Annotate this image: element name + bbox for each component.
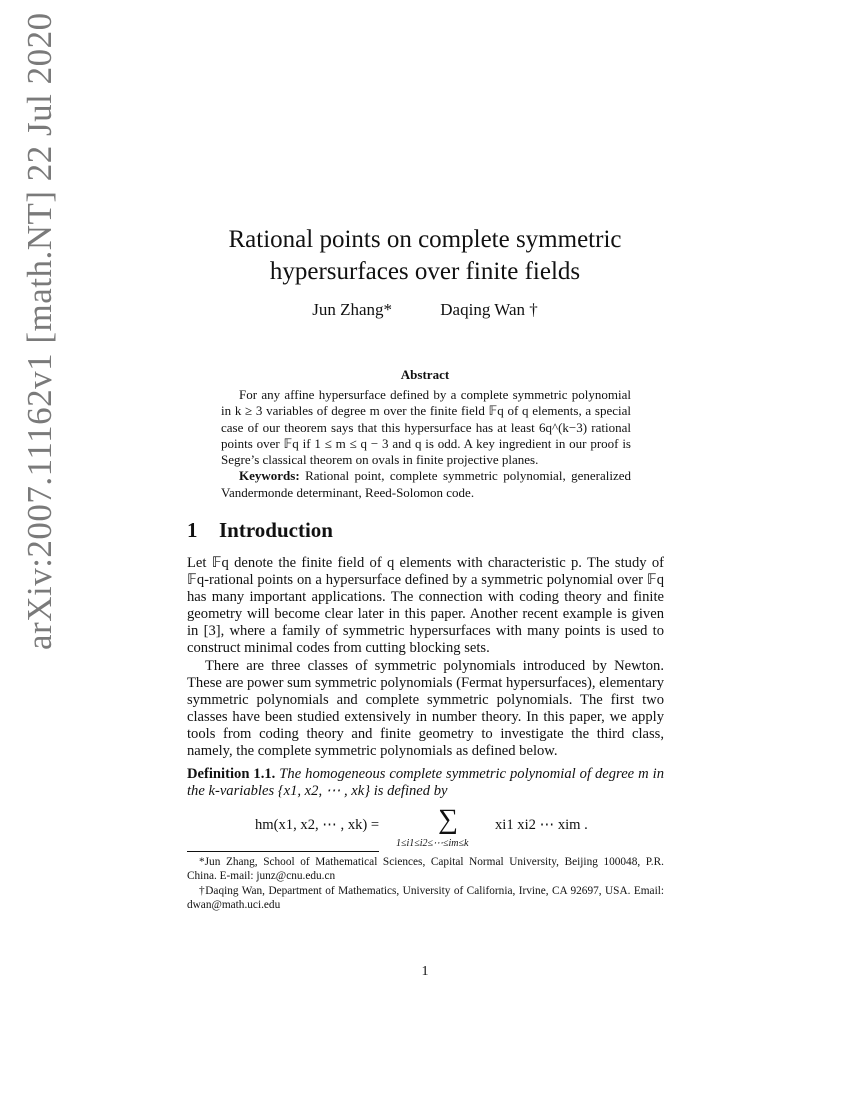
definition-label: Definition 1.1.	[187, 766, 276, 782]
author-2: Daqing Wan †	[440, 300, 538, 319]
abstract-text: For any affine hypersurface defined by a complete symmetric polynomial in k ≥ 3 variables of degree m over the finite field 𝔽q of q elements, a special case of our theorem says that this hypersurface has at least 6q^(k−3) rational points over 𝔽q if 1 ≤ m ≤ q − 3 and q is odd. A key ingredient in our proof is Segre’s classical theorem on ovals in finite projective planes.	[221, 387, 631, 468]
display-equation	[255, 806, 595, 854]
keywords-label: Keywords:	[239, 468, 300, 484]
keywords-line	[221, 468, 631, 501]
title-line-1: Rational points on complete symmetric	[228, 226, 622, 253]
definition-text: The homogeneous complete symmetric polynomial of degree m in the k-variables {x1, x2, ⋯ , xk} is defined by	[187, 766, 664, 800]
summation-symbol: ∑	[438, 804, 458, 835]
abstract-body	[221, 387, 631, 501]
equation-lhs: hm(x1, x2, ⋯ , xk) =	[255, 817, 380, 833]
footnote-divider	[187, 851, 379, 852]
section-number: 1	[187, 518, 198, 542]
arxiv-identifier-stamp: arXiv:2007.11162v1 [math.NT] 22 Jul 2020	[20, 12, 59, 650]
equation-rhs: xi1 xi2 ⋯ xim .	[495, 817, 588, 833]
footnote-2: †Daqing Wan, Department of Mathematics, University of California, Irvine, CA 92697, USA. Email: dwan@math.uci.edu	[187, 884, 664, 912]
author-list	[0, 300, 850, 320]
title-line-2: hypersurfaces over finite fields	[269, 258, 581, 285]
abstract-heading: Abstract	[400, 367, 450, 382]
introduction-body	[187, 555, 664, 760]
paper-title	[0, 224, 850, 288]
author-1: Jun Zhang*	[312, 300, 393, 319]
footnotes	[187, 855, 664, 913]
summation-subscript: 1≤i1≤i2≤⋯≤im≤k	[396, 838, 469, 849]
section-heading	[187, 518, 333, 543]
keywords-text: Rational point, complete symmetric polynomial, generalized Vandermonde determinant, Reed-Solomon code.	[221, 468, 631, 500]
definition-block	[187, 766, 664, 800]
footnote-1: *Jun Zhang, School of Mathematical Sciences, Capital Normal University, Beijing 100048, P.R. China. E-mail: junz@cnu.edu.cn	[187, 856, 664, 883]
page-number: 1	[421, 964, 429, 979]
paragraph-2: There are three classes of symmetric polynomials introduced by Newton. These are power sum symmetric polynomials (Fermat hypersurfaces), elementary symmetric polynomials and complete symmetric polynomials. The first two classes have been studied extensively in number theory. In this paper, we apply tools from coding theory and finite geometry to investigate the third class, namely, the complete symmetric polynomials as defined below.	[187, 657, 664, 760]
section-title: Introduction	[219, 518, 333, 542]
paragraph-1: Let 𝔽q denote the finite field of q elements with characteristic p. The study of 𝔽q-rational points on a hypersurface defined by a symmetric polynomial over 𝔽q has many important applications. The connection with coding theory and finite geometry will become clear later in this paper. Another recent example is given in [3], where a family of symmetric hypersurfaces with many points is used to construct minimal codes from cutting blocking sets.	[187, 555, 664, 657]
